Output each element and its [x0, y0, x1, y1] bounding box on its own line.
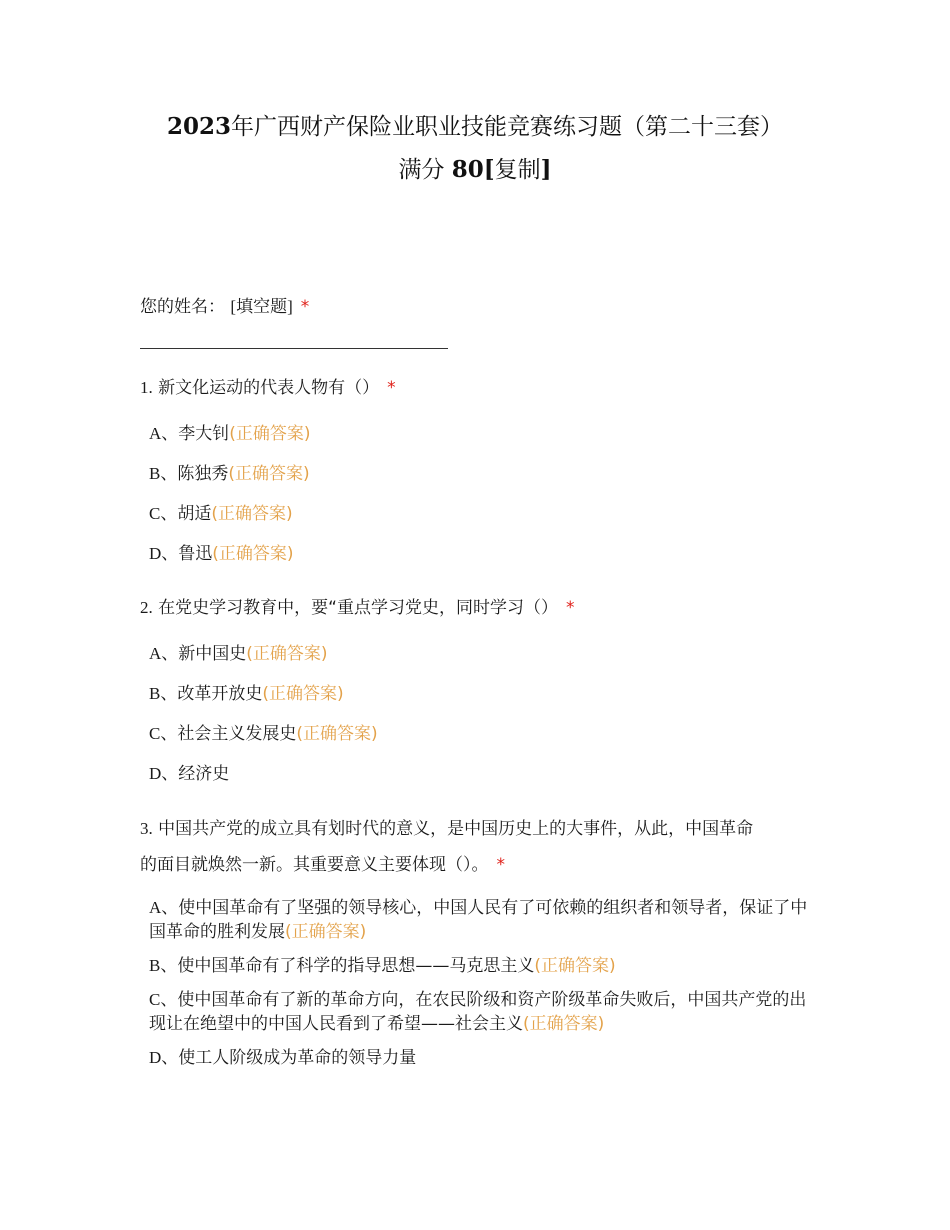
option-letter: D	[149, 764, 162, 783]
option-letter: B	[149, 464, 161, 483]
name-question	[140, 296, 309, 318]
option-text: 使工人阶级成为革命的领导力量	[178, 1048, 417, 1068]
option-letter: D	[149, 1048, 162, 1067]
option-text: 使中国革命有了新的革命方向，在农民阶级和资产阶级革命失败后，中国共产党的出现让在绝望中的中国人民看到了希望——社会主义	[149, 990, 807, 1034]
q3-option-b[interactable]	[149, 954, 809, 978]
q2-option-a[interactable]	[149, 643, 328, 665]
name-label: 您的姓名：	[140, 297, 225, 317]
option-text: 经济史	[178, 764, 230, 784]
correct-answer-label: (正确答案)	[228, 464, 310, 484]
q2-option-d[interactable]	[149, 763, 229, 785]
q3-option-d[interactable]	[149, 1046, 809, 1070]
option-sep: 、	[160, 724, 178, 744]
page-title	[0, 112, 950, 142]
correct-answer-label: (正确答案)	[211, 504, 293, 524]
option-text: 李大钊	[178, 424, 230, 444]
option-sep: 、	[161, 424, 179, 444]
option-sep: 、	[160, 504, 178, 524]
option-sep: 、	[161, 764, 179, 784]
correct-answer-label: (正确答案)	[296, 724, 378, 744]
correct-answer-label: (正确答案)	[246, 644, 328, 664]
score-prefix: 满分	[398, 157, 452, 183]
q2-option-c[interactable]	[149, 723, 378, 745]
option-text: 陈独秀	[177, 464, 229, 484]
option-sep: 、	[160, 684, 178, 704]
q3-option-c[interactable]	[149, 988, 809, 1036]
correct-answer-label: (正确答案)	[262, 684, 344, 704]
option-letter: A	[149, 424, 162, 443]
option-sep: 、	[160, 990, 178, 1010]
q2-option-b[interactable]	[149, 683, 344, 705]
q1-option-d[interactable]	[149, 543, 294, 565]
option-text: 使中国革命有了科学的指导思想——马克思主义	[177, 956, 535, 976]
required-mark: *	[565, 598, 575, 618]
option-letter: C	[149, 990, 161, 1009]
option-sep: 、	[161, 1048, 179, 1068]
page-subtitle	[0, 155, 950, 185]
correct-answer-label: (正确答案)	[285, 922, 367, 942]
name-type: [填空题]	[230, 297, 293, 316]
option-sep: 、	[161, 898, 179, 918]
title-main: 年广西财产保险业职业技能竞赛练习题（第二十三套）	[231, 114, 783, 140]
name-input-line[interactable]	[140, 348, 448, 349]
question-2	[140, 597, 574, 619]
correct-answer-label: (正确答案)	[523, 1014, 605, 1034]
correct-answer-label: (正确答案)	[229, 424, 311, 444]
option-text: 胡适	[177, 504, 212, 524]
option-letter: B	[149, 956, 161, 975]
option-letter: C	[149, 504, 161, 523]
option-letter: B	[149, 684, 161, 703]
question-1	[140, 377, 396, 399]
question-number: 2.	[140, 598, 153, 617]
question-text-line1: 中国共产党的成立具有划时代的意义，是中国历史上的大事件，从此，中国革命	[158, 819, 754, 839]
question-text: 新文化运动的代表人物有（）	[158, 378, 380, 398]
option-text: 改革开放史	[177, 684, 263, 704]
question-3	[140, 811, 820, 883]
bracket-close: ]	[540, 156, 552, 183]
option-sep: 、	[161, 544, 179, 564]
option-sep: 、	[161, 644, 179, 664]
option-letter: A	[149, 644, 162, 663]
q1-option-c[interactable]	[149, 503, 293, 525]
option-letter: A	[149, 898, 162, 917]
question-text-line2: 的面目就焕然一新。其重要意义主要体现（）。	[140, 855, 489, 875]
copy-link[interactable]: 复制	[494, 157, 541, 183]
question-text: 在党史学习教育中，要“重点学习党史，同时学习（）	[158, 598, 558, 618]
option-letter: D	[149, 544, 162, 563]
required-mark: *	[496, 855, 505, 875]
correct-answer-label: (正确答案)	[212, 544, 294, 564]
option-text: 使中国革命有了坚强的领导核心，中国人民有了可依赖的组织者和领导者，保证了中国革命的胜利发展	[149, 898, 808, 942]
required-mark: *	[300, 297, 310, 317]
option-text: 鲁迅	[178, 544, 213, 564]
option-sep: 、	[160, 464, 178, 484]
required-mark: *	[387, 378, 396, 398]
question-number: 1.	[140, 378, 153, 397]
option-sep: 、	[160, 956, 178, 976]
correct-answer-label: (正确答案)	[534, 956, 616, 976]
q1-option-a[interactable]	[149, 423, 311, 445]
title-year: 2023	[166, 113, 231, 140]
q3-option-a[interactable]	[149, 896, 809, 944]
bracket-open: [	[483, 156, 495, 183]
option-letter: C	[149, 724, 161, 743]
question-number: 3.	[140, 819, 153, 838]
score-value: 80	[451, 156, 484, 183]
option-text: 新中国史	[178, 644, 247, 664]
option-text: 社会主义发展史	[177, 724, 297, 744]
q1-option-b[interactable]	[149, 463, 310, 485]
